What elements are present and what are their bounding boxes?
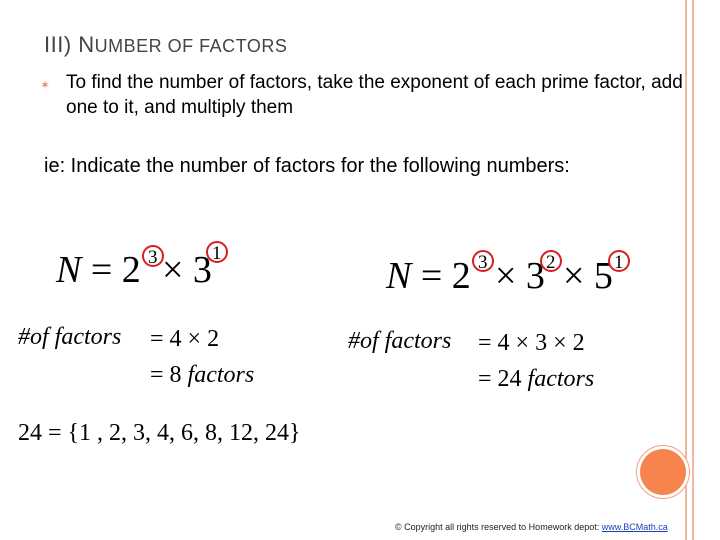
left-factor-count-result: = 8 factors [150,362,255,388]
bullet-icon: ✶ [40,78,51,92]
left-factor-count-label: #of factors [18,324,122,350]
left-exponent-1: 3 [148,247,158,268]
right-equation: N = 2 [386,255,471,297]
right-factor-count-label: #of factors [348,328,452,354]
right-exponent-3-circle [608,250,630,272]
right-exponent-2: 2 [546,252,556,273]
left-exponent-2-circle [206,241,228,263]
copyright-footer: © Copyright all rights reserved to Homework depot: www.BCMath.ca [395,522,668,532]
footer-link[interactable]: www.BCMath.ca [601,522,668,532]
right-factor-count-expression: = 4 × 3 × 2 [478,330,585,356]
slide-title: III) NUMBER OF FACTORS [44,32,288,57]
right-exponent-1-circle [472,250,494,272]
right-exponent-2-circle [540,250,562,272]
right-factor-count-result: = 24 factors [478,366,595,392]
right-exponent-3: 1 [614,252,624,273]
left-exponent-1-circle [142,245,164,267]
left-exponent-2: 1 [212,243,222,264]
instruction-prompt: ie: Indicate the number of factors for the following numbers: [44,155,570,177]
right-times-3: × 3 [495,255,545,297]
decorative-line-right [692,0,694,540]
decorative-orange-circle [640,449,686,495]
left-times-3: × 3 [162,249,212,291]
left-factor-count-expression: = 4 × 2 [150,326,220,352]
bullet-text: To find the number of factors, take the exponent of each prime factor, add one to it, and multiply them [66,72,683,118]
factor-list-24: 24 = {1 , 2, 3, 4, 6, 8, 12, 24} [18,420,301,446]
left-equation: N = 2 [56,249,141,291]
right-exponent-1: 3 [478,252,488,273]
right-times-5: × 5 [563,255,613,297]
